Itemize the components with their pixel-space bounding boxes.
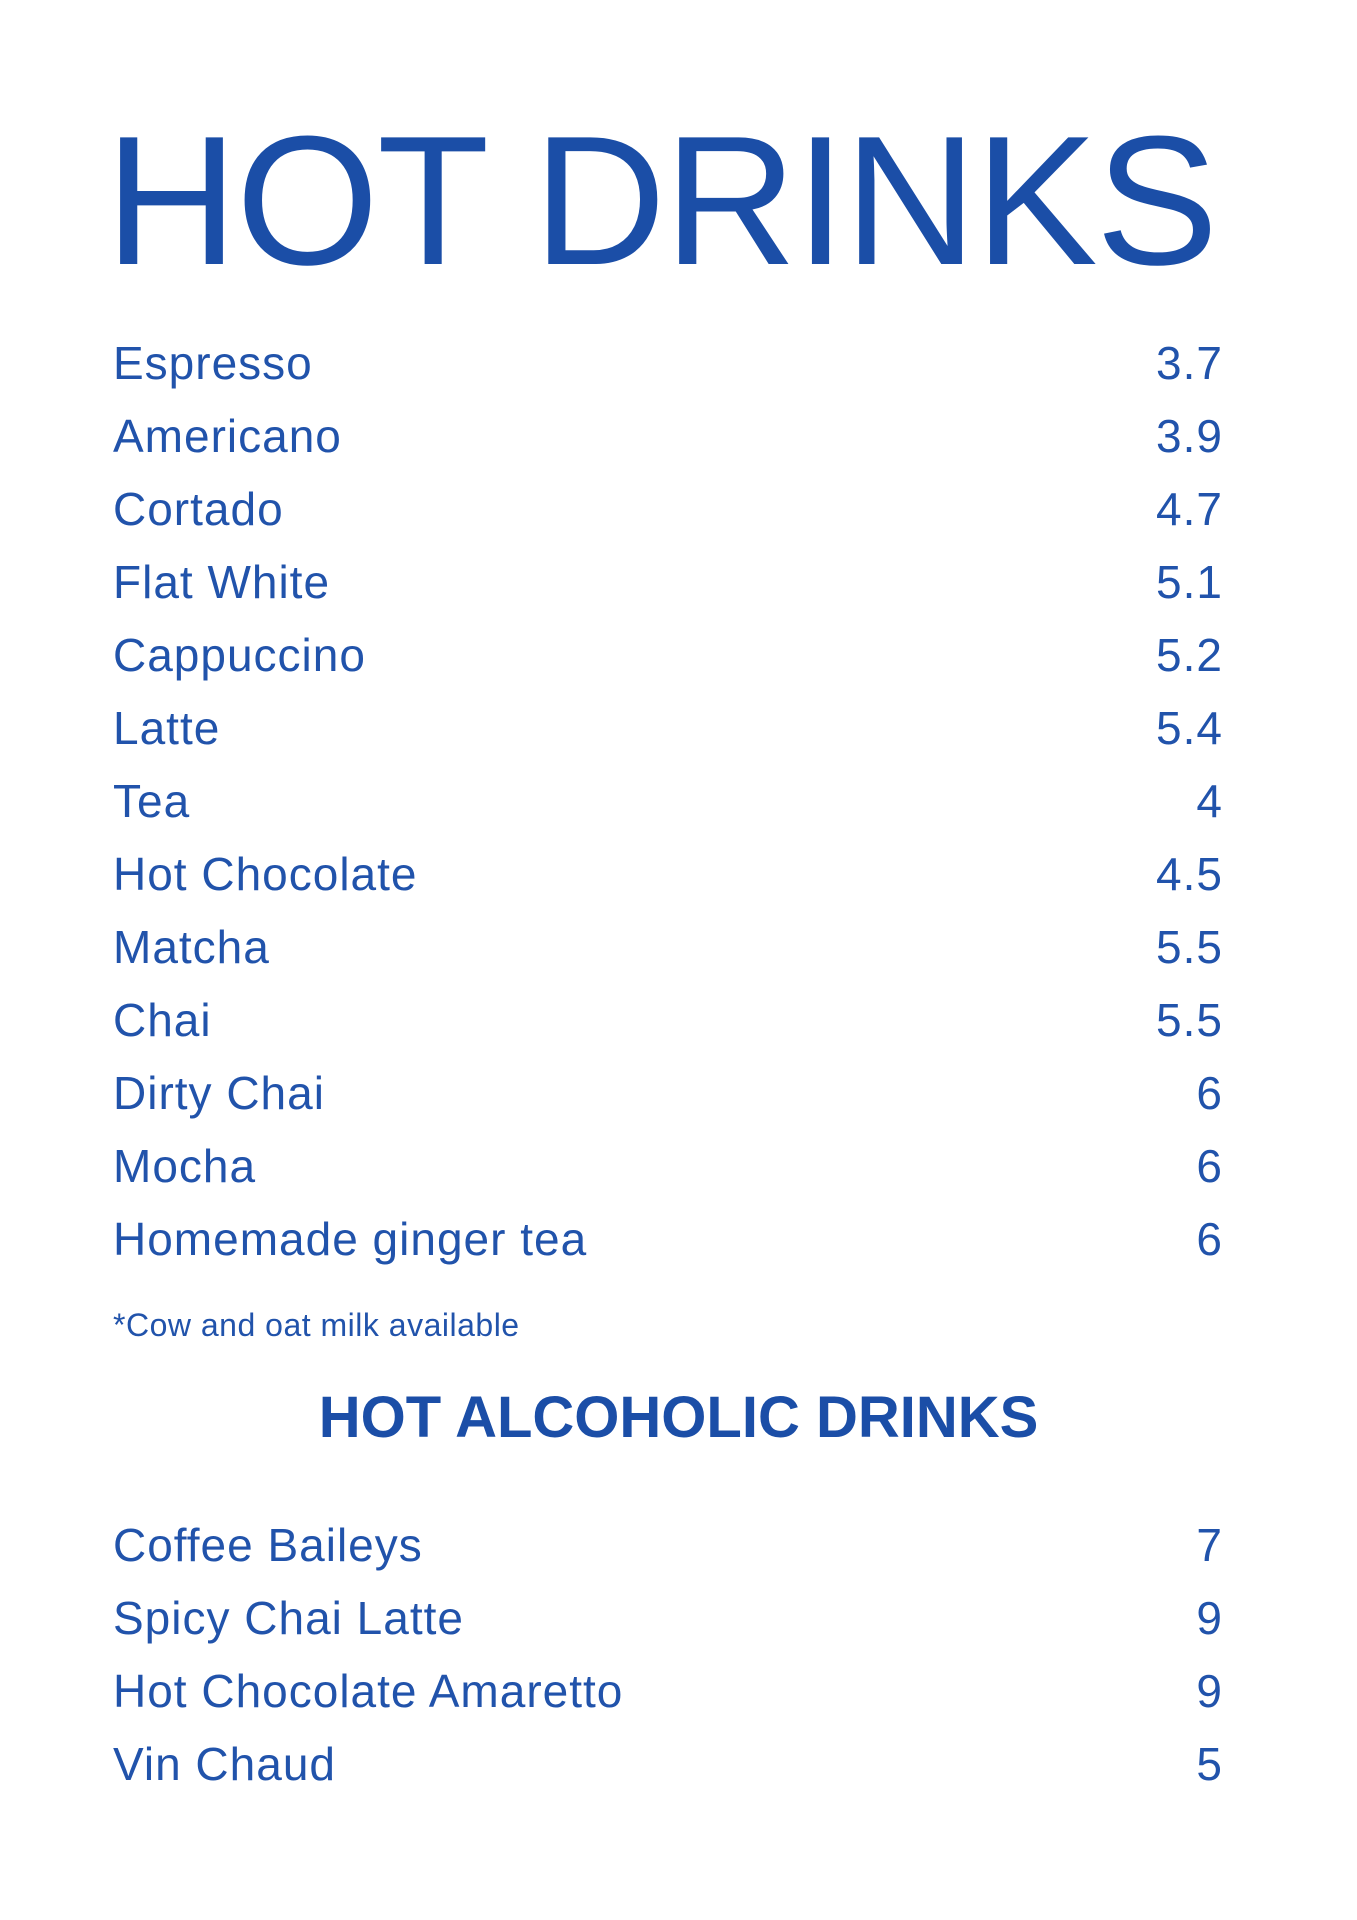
item-price: 9 [1196,1664,1223,1717]
menu-item-row [113,326,1223,399]
item-price: 5.5 [1156,993,1223,1046]
menu-item-row [113,983,1223,1056]
item-name: Cortado [113,482,284,535]
item-name: Vin Chaud [113,1737,336,1790]
item-price: 5 [1196,1737,1223,1790]
item-price: 5.2 [1156,628,1223,681]
item-name: Americano [113,409,342,462]
item-price: 3.9 [1156,409,1223,462]
item-name: Espresso [113,336,313,389]
menu-item-row [113,1056,1223,1129]
menu-item-row [113,545,1223,618]
menu-item-row [113,764,1223,837]
item-price: 5.1 [1156,555,1223,608]
menu-item-row [113,910,1223,983]
item-price: 6 [1196,1212,1223,1265]
hot-drinks-list [113,326,1223,1275]
item-price: 6 [1196,1139,1223,1192]
item-name: Mocha [113,1139,257,1192]
hot-drinks-title: HOT DRINKS [105,97,1217,303]
item-price: 4 [1196,774,1223,827]
item-price: 7 [1196,1518,1223,1571]
menu-item-row [113,1508,1223,1581]
menu-item-row [113,472,1223,545]
menu-item-row [113,1654,1223,1727]
item-price: 4.5 [1156,847,1223,900]
menu-item-row [113,691,1223,764]
hot-alcoholic-drinks-list [113,1508,1223,1800]
menu-item-row [113,618,1223,691]
item-name: Latte [113,701,221,754]
item-name: Hot Chocolate [113,847,418,900]
item-price: 5.5 [1156,920,1223,973]
item-name: Hot Chocolate Amaretto [113,1664,624,1717]
menu-item-row [113,1727,1223,1800]
item-price: 4.7 [1156,482,1223,535]
item-name: Homemade ginger tea [113,1212,588,1265]
hot-alcoholic-drinks-title: HOT ALCOHOLIC DRINKS [318,1385,1039,1450]
item-name: Dirty Chai [113,1066,325,1119]
item-name: Matcha [113,920,270,973]
menu-item-row [113,399,1223,472]
item-price: 5.4 [1156,701,1223,754]
menu-item-row [113,837,1223,910]
item-price: 3.7 [1156,336,1223,389]
item-name: Coffee Baileys [113,1518,423,1571]
milk-availability-note: *Cow and oat milk available [113,1307,520,1343]
item-name: Cappuccino [113,628,366,681]
item-name: Flat White [113,555,331,608]
item-name: Spicy Chai Latte [113,1591,464,1644]
menu-item-row [113,1202,1223,1275]
item-name: Tea [113,774,191,827]
menu-item-row [113,1581,1223,1654]
item-price: 6 [1196,1066,1223,1119]
item-price: 9 [1196,1591,1223,1644]
menu-item-row [113,1129,1223,1202]
item-name: Chai [113,993,212,1046]
